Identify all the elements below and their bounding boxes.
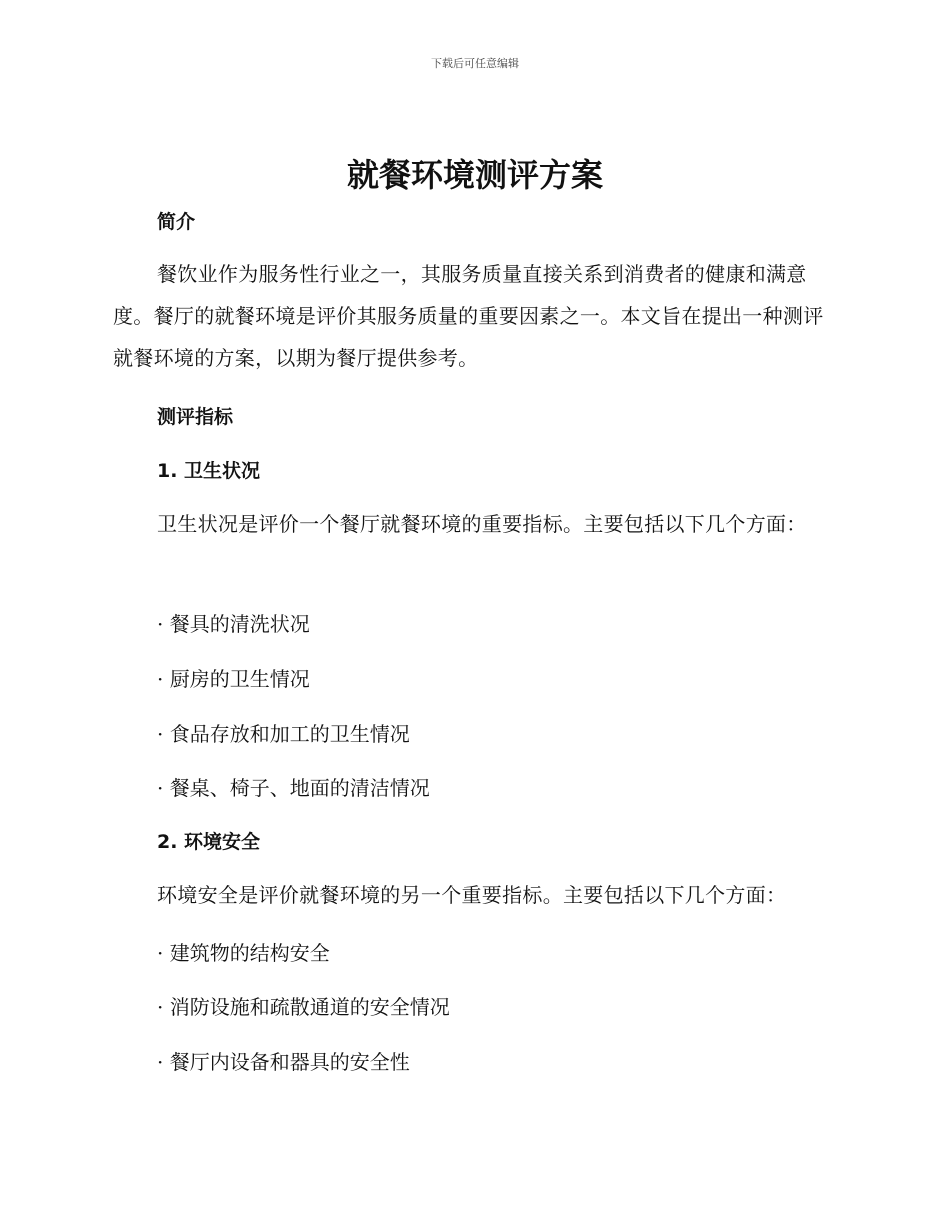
safety-item-2: · 消防设施和疏散通道的安全情况 [157,995,450,1019]
indicators-heading: 测评指标 [157,406,234,428]
hygiene-item-4: · 餐桌、椅子、地面的清洁情况 [157,776,430,800]
hygiene-heading: 1. 卫生状况 [157,460,261,482]
intro-heading: 简介 [157,211,196,233]
hygiene-item-2: · 厨房的卫生情况 [157,667,310,691]
hygiene-item-1: · 餐具的清洗状况 [157,612,310,636]
safety-item-3: · 餐厅内设备和器具的安全性 [157,1050,410,1074]
hygiene-paragraph: 卫生状况是评价一个餐厅就餐环境的重要指标。主要包括以下几个方面： [157,512,807,536]
intro-paragraph: 餐饮业作为服务性行业之一，其服务质量直接关系到消费者的健康和满意度。餐厅的就餐环境是评价其服务质量的重要因素之一。本文旨在提出一种测评就餐环境的方案，以期为餐厅提供参考。 [113,262,824,370]
safety-paragraph: 环境安全是评价就餐环境的另一个重要指标。主要包括以下几个方面： [157,883,787,907]
page-title: 就餐环境测评方案 [346,156,603,194]
safety-item-1: · 建筑物的结构安全 [157,941,330,965]
hygiene-item-3: · 食品存放和加工的卫生情况 [157,722,410,746]
safety-heading: 2. 环境安全 [157,831,261,853]
header-note: 下载后可任意编辑 [431,57,519,70]
